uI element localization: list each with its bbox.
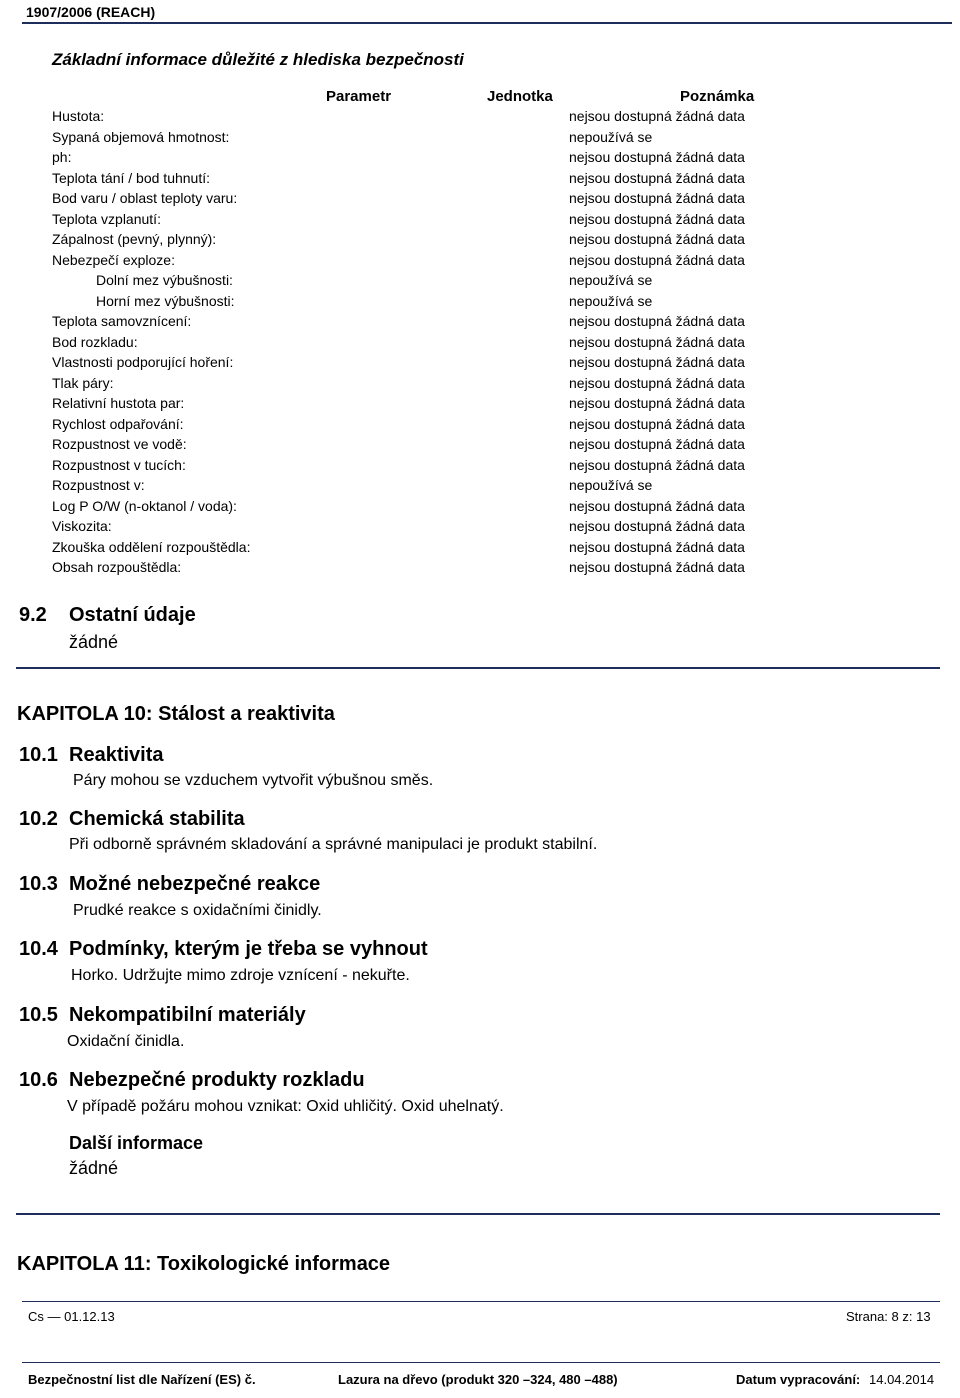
table-row (0, 354, 960, 374)
table-row (0, 149, 960, 169)
chapter-divider (16, 667, 940, 669)
property-label: Sypaná objemová hmotnost: (52, 128, 230, 145)
property-label: Bod varu / oblast teploty varu: (52, 190, 238, 206)
further-info-title: Další informace (69, 1133, 204, 1153)
property-label: Rychlost odpařování: (52, 415, 184, 432)
subsection-text: Prudké reakce s oxidačními činidly. (73, 902, 322, 919)
subsection-number: 10.3 (19, 873, 58, 895)
property-label: Teplota tání / bod tuhnutí: (52, 169, 211, 186)
footer-lang-date: Cs — 01.12.13 (28, 1309, 115, 1324)
table-row (0, 395, 960, 415)
header-divider (22, 22, 952, 24)
subsection-number: 10.2 (19, 808, 58, 830)
property-note: nepoužívá se (569, 128, 653, 145)
table-row (0, 416, 960, 436)
subsection-title: Možné nebezpečné reakce (69, 873, 321, 895)
table-row (0, 313, 960, 333)
section-9-2-text: žádné (69, 632, 119, 652)
footer-sheet-title: Bezpečnostní list dle Nařízení (ES) č. (28, 1372, 256, 1387)
property-note: nejsou dostupná žádná data (569, 395, 745, 411)
property-note: nejsou dostupná žádná data (569, 210, 745, 227)
property-note: nejsou dostupná žádná data (569, 169, 745, 186)
property-label: Bod rozkladu: (52, 333, 138, 350)
column-header-note: Poznámka (680, 88, 755, 105)
table-row (0, 231, 960, 251)
table-row (0, 272, 960, 292)
property-note: nejsou dostupná žádná data (569, 497, 745, 514)
table-row (0, 457, 960, 477)
property-label: Nebezpečí exploze: (52, 251, 175, 268)
subsection-number: 10.5 (19, 1004, 58, 1026)
property-note: nejsou dostupná žádná data (569, 538, 745, 555)
footer-revision-date: 14.04.2014 (869, 1372, 935, 1387)
property-label: Hustota: (52, 108, 105, 124)
property-note: nejsou dostupná žádná data (569, 251, 745, 268)
subsection-text: V případě požáru mohou vznikat: Oxid uhličitý. Oxid uhelnatý. (67, 1098, 504, 1115)
property-note: nejsou dostupná žádná data (569, 559, 745, 575)
property-label: Zápalnost (pevný, plynný): (52, 231, 217, 247)
chapter-11-title: KAPITOLA 11: Toxikologické informace (17, 1253, 391, 1275)
table-row (0, 108, 960, 128)
property-label: Teplota vzplanutí: (52, 210, 161, 227)
footer-revision-label: Datum vypracování: (736, 1372, 861, 1387)
table-row (0, 211, 960, 231)
subsection-title: Nekompatibilní materiály (69, 1004, 306, 1026)
property-label: Rozpustnost v tucích: (52, 456, 186, 473)
footer-page-number: Strana: 8 z: 13 (846, 1309, 931, 1324)
property-label: Tlak páry: (52, 374, 114, 391)
property-label: Zkouška oddělení rozpouštědla: (52, 538, 251, 555)
property-note: nejsou dostupná žádná data (569, 518, 745, 534)
subsection-text: Při odborně správném skladování a správné manipulaci je produkt stabilní. (69, 836, 598, 853)
property-label: Teplota samovznícení: (52, 313, 192, 329)
property-note: nejsou dostupná žádná data (569, 333, 745, 350)
column-header-param: Parametr (326, 88, 392, 105)
subsection-title: Nebezpečné produkty rozkladu (69, 1069, 365, 1091)
subsection-number: 10.4 (19, 938, 58, 960)
property-note: nejsou dostupná žádná data (569, 313, 745, 329)
property-note: nejsou dostupná žádná data (569, 354, 745, 370)
property-label: Rozpustnost v: (52, 477, 145, 493)
property-note: nepoužívá se (569, 272, 653, 288)
property-label: Viskozita: (52, 518, 112, 534)
property-label: Vlastnosti podporující hoření: (52, 354, 234, 370)
property-label: Dolní mez výbušnosti: (96, 272, 233, 288)
column-header-unit: Jednotka (487, 88, 553, 105)
table-row (0, 334, 960, 354)
table-row (0, 477, 960, 497)
footer-product-name: Lazura na dřevo (produkt 320 –324, 480 –488) (338, 1372, 618, 1387)
table-row (0, 436, 960, 456)
property-note: nejsou dostupná žádná data (569, 374, 745, 391)
subsection-number: 10.1 (19, 744, 58, 766)
property-note: nejsou dostupná žádná data (569, 149, 745, 165)
section-9-2-number: 9.2 (19, 604, 47, 626)
property-label: Rozpustnost ve vodě: (52, 436, 187, 452)
table-row (0, 498, 960, 518)
footer-bottom-divider (22, 1362, 940, 1363)
property-label: Obsah rozpouštědla: (52, 559, 182, 575)
table-row (0, 518, 960, 538)
subsection-text: Páry mohou se vzduchem vytvořit výbušnou směs. (73, 772, 434, 789)
subsection-text: Oxidační činidla. (67, 1033, 185, 1050)
property-note: nejsou dostupná žádná data (569, 456, 745, 473)
property-label: ph: (52, 149, 72, 165)
table-row (0, 539, 960, 559)
table-row (0, 559, 960, 579)
section-9-2-title: Ostatní údaje (69, 604, 196, 626)
footer-divider (22, 1301, 940, 1302)
property-note: nejsou dostupná žádná data (569, 415, 745, 432)
table-row (0, 129, 960, 149)
subsection-title: Chemická stabilita (69, 808, 245, 830)
property-note: nejsou dostupná žádná data (569, 108, 745, 124)
property-note: nepoužívá se (569, 292, 653, 309)
property-label: Log P O/W (n-oktanol / voda): (52, 497, 237, 514)
property-note: nejsou dostupná žádná data (569, 190, 745, 206)
subsection-title: Reaktivita (69, 744, 164, 766)
property-label: Horní mez výbušnosti: (96, 292, 235, 309)
section-9-1-title: Základní informace důležité z hlediska bezpečnosti (52, 50, 464, 69)
chapter-divider (16, 1213, 940, 1215)
subsection-number: 10.6 (19, 1069, 58, 1091)
table-row (0, 375, 960, 395)
table-row (0, 170, 960, 190)
property-note: nejsou dostupná žádná data (569, 436, 745, 452)
property-label: Relativní hustota par: (52, 395, 185, 411)
table-row (0, 293, 960, 313)
table-row (0, 252, 960, 272)
further-info-text: žádné (69, 1158, 119, 1178)
chapter-10-title: KAPITOLA 10: Stálost a reaktivita (17, 703, 335, 725)
subsection-title: Podmínky, kterým je třeba se vyhnout (69, 938, 428, 960)
subsection-text: Horko. Udržujte mimo zdroje vznícení - nekuřte. (71, 967, 410, 984)
regulation-header: 1907/2006 (REACH) (26, 4, 156, 20)
table-row (0, 190, 960, 210)
property-note: nejsou dostupná žádná data (569, 231, 745, 247)
property-note: nepoužívá se (569, 477, 653, 493)
